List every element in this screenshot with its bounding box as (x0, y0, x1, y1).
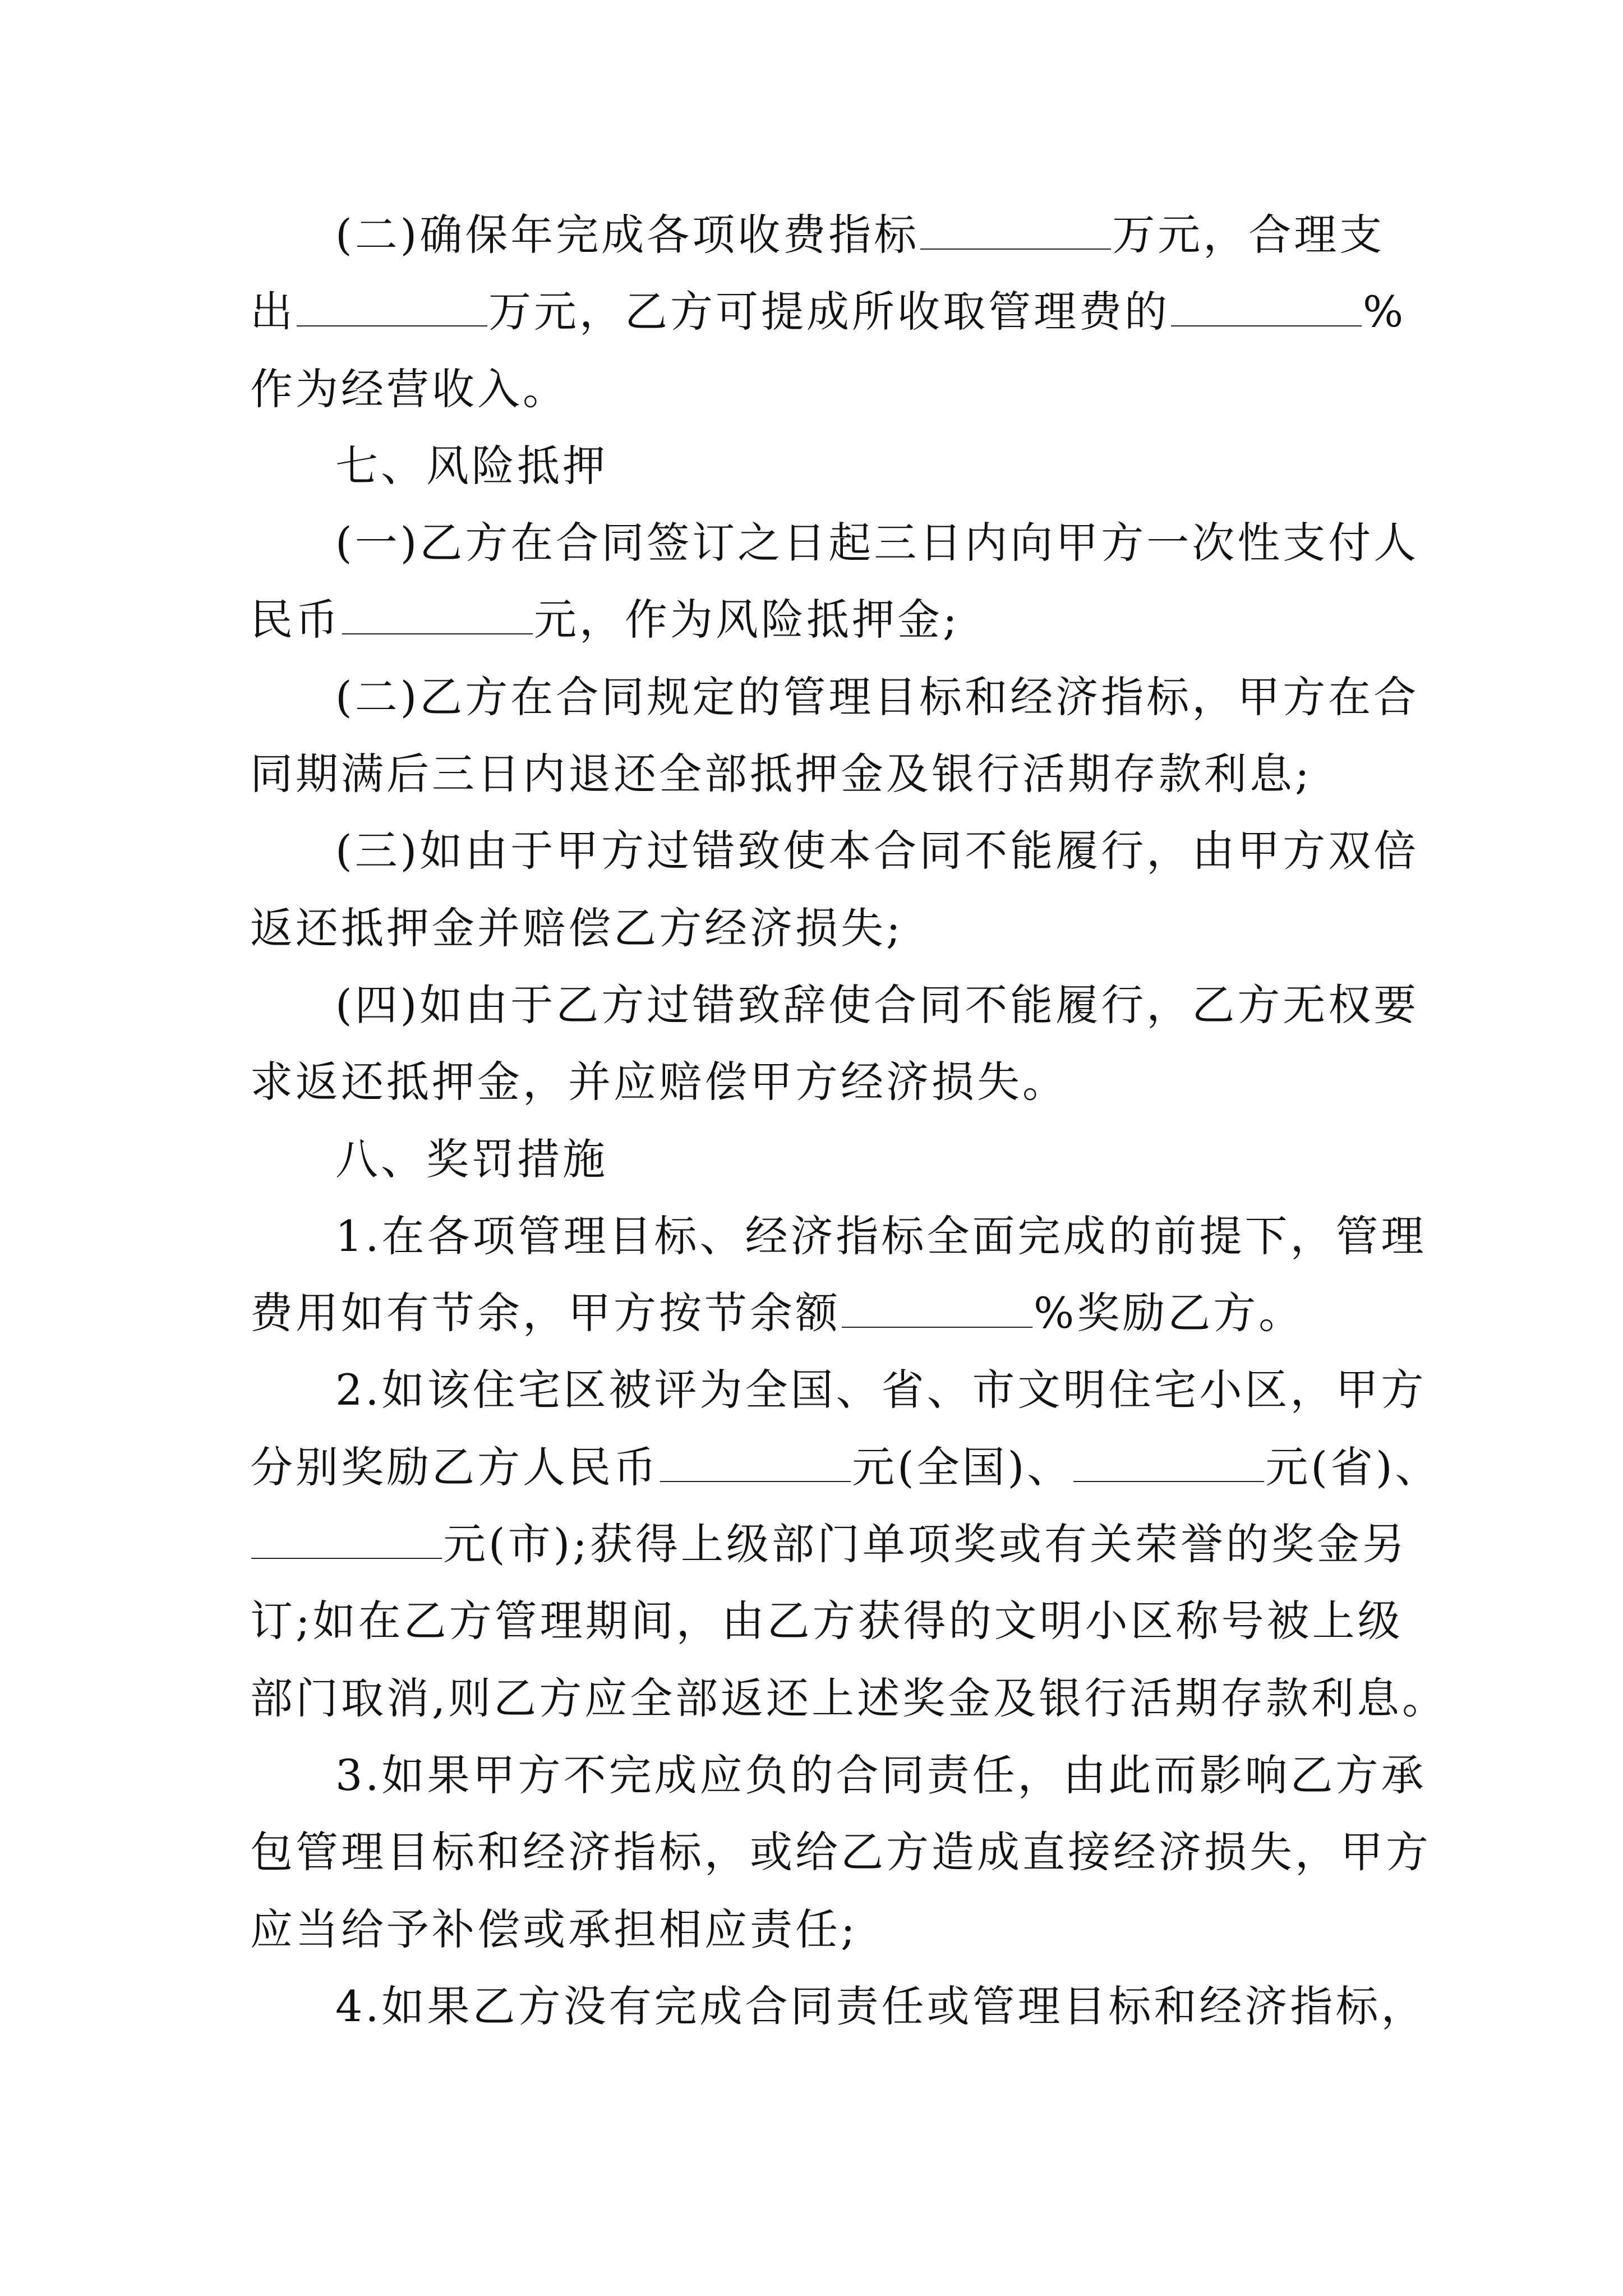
fill-in-blank (297, 292, 487, 326)
contract-text (250, 196, 1448, 2045)
text-line (250, 1814, 1431, 1890)
text-segment: 订;如在乙方管理期间，由乙方获得的文明小区称号被上级 (250, 1596, 1403, 1646)
text-line (250, 1968, 1428, 2045)
text-segment: 包管理目标和经济指标，或给乙方造成直接经济损失，甲方 (250, 1827, 1431, 1878)
text-line (250, 812, 1428, 889)
text-line (250, 273, 1428, 350)
text-line (250, 1582, 1428, 1659)
text-segment: 元，作为风险抵押金; (534, 595, 960, 645)
text-segment: 八、奖罚措施 (335, 1134, 608, 1184)
text-segment: (一)乙方在合同签订之日起三日内向甲方一次性支付人 (335, 518, 1419, 568)
text-line (250, 1351, 1428, 1428)
text-segment: 3.如果甲方不完成应负的合同责任，由此而影响乙方承 (335, 1750, 1427, 1800)
section-heading (250, 1121, 1428, 1198)
text-line (250, 581, 1428, 658)
text-segment: 4.如果乙方没有完成合同责任或管理目标和经济指标， (335, 1981, 1427, 2031)
text-segment: 万元，合理支 (1112, 210, 1385, 260)
text-segment: 作为经营收入。 (250, 364, 568, 414)
text-line (250, 1429, 1441, 1506)
text-segment: (二)乙方在合同规定的管理目标和经济指标，甲方在合 (335, 671, 1419, 722)
text-segment: 民币 (250, 595, 341, 645)
text-segment: 部门取消,则乙方应全部返还上述奖金及银行活期存款利息。 (250, 1673, 1448, 1723)
text-segment: 分别奖励乙方人民币 (250, 1442, 659, 1492)
text-segment: 元(市);获得上级部门单项奖或有关荣誉的奖金另 (443, 1519, 1408, 1570)
text-segment: 求返还抵押金，并应赔偿甲方经济损失。 (250, 1057, 1068, 1107)
text-segment: 同期满后三日内退还全部抵押金及银行活期存款利息; (250, 749, 1312, 799)
text-segment: 费用如有节余，甲方按节余额 (250, 1288, 841, 1338)
text-segment: 应当给予补偿或承担相应责任; (250, 1904, 858, 1954)
fill-in-blank (842, 1293, 1032, 1328)
text-segment: 2.如该住宅区被评为全国、省、市文明住宅小区，甲方 (335, 1365, 1427, 1415)
text-segment: 七、风险抵押 (335, 440, 608, 491)
text-line (250, 1043, 1428, 1120)
text-segment: 出 (250, 287, 296, 337)
text-segment: 1.在各项管理目标、经济指标全面完成的前提下，管理 (335, 1211, 1427, 1261)
text-segment: 返还抵押金并赔偿乙方经济损失; (250, 903, 903, 953)
text-segment: 万元，乙方可提成所收取管理费的 (488, 287, 1170, 337)
text-line (250, 890, 1428, 967)
text-segment: 元(省)、 (1265, 1442, 1441, 1492)
text-segment: %奖励乙方。 (1034, 1288, 1304, 1338)
text-segment: (四)如由于乙方过错致辞使合同不能履行，乙方无权要 (335, 979, 1419, 1030)
text-segment: 元(全国)、 (852, 1442, 1073, 1492)
text-line (250, 967, 1428, 1043)
text-line (250, 351, 1428, 427)
section-heading (250, 427, 1428, 504)
text-line (250, 1274, 1428, 1351)
fill-in-blank (251, 1524, 442, 1559)
fill-in-blank (660, 1447, 851, 1482)
fill-in-blank (342, 600, 533, 634)
text-line (250, 1737, 1428, 1814)
fill-in-blank (1073, 1447, 1264, 1482)
text-line (250, 659, 1428, 735)
text-line (250, 504, 1428, 581)
text-line (250, 196, 1428, 273)
text-segment: (二)确保年完成各项收费指标 (335, 210, 920, 260)
text-segment: (三)如由于甲方过错致使本合同不能履行，由甲方双倍 (335, 826, 1419, 876)
text-line (250, 1198, 1428, 1274)
fill-in-blank (920, 215, 1111, 250)
text-line (250, 1891, 1428, 1968)
fill-in-blank (1171, 292, 1362, 326)
text-segment: % (1363, 287, 1407, 337)
text-line (250, 1660, 1448, 1737)
text-line (250, 735, 1428, 812)
text-line (250, 1506, 1428, 1582)
